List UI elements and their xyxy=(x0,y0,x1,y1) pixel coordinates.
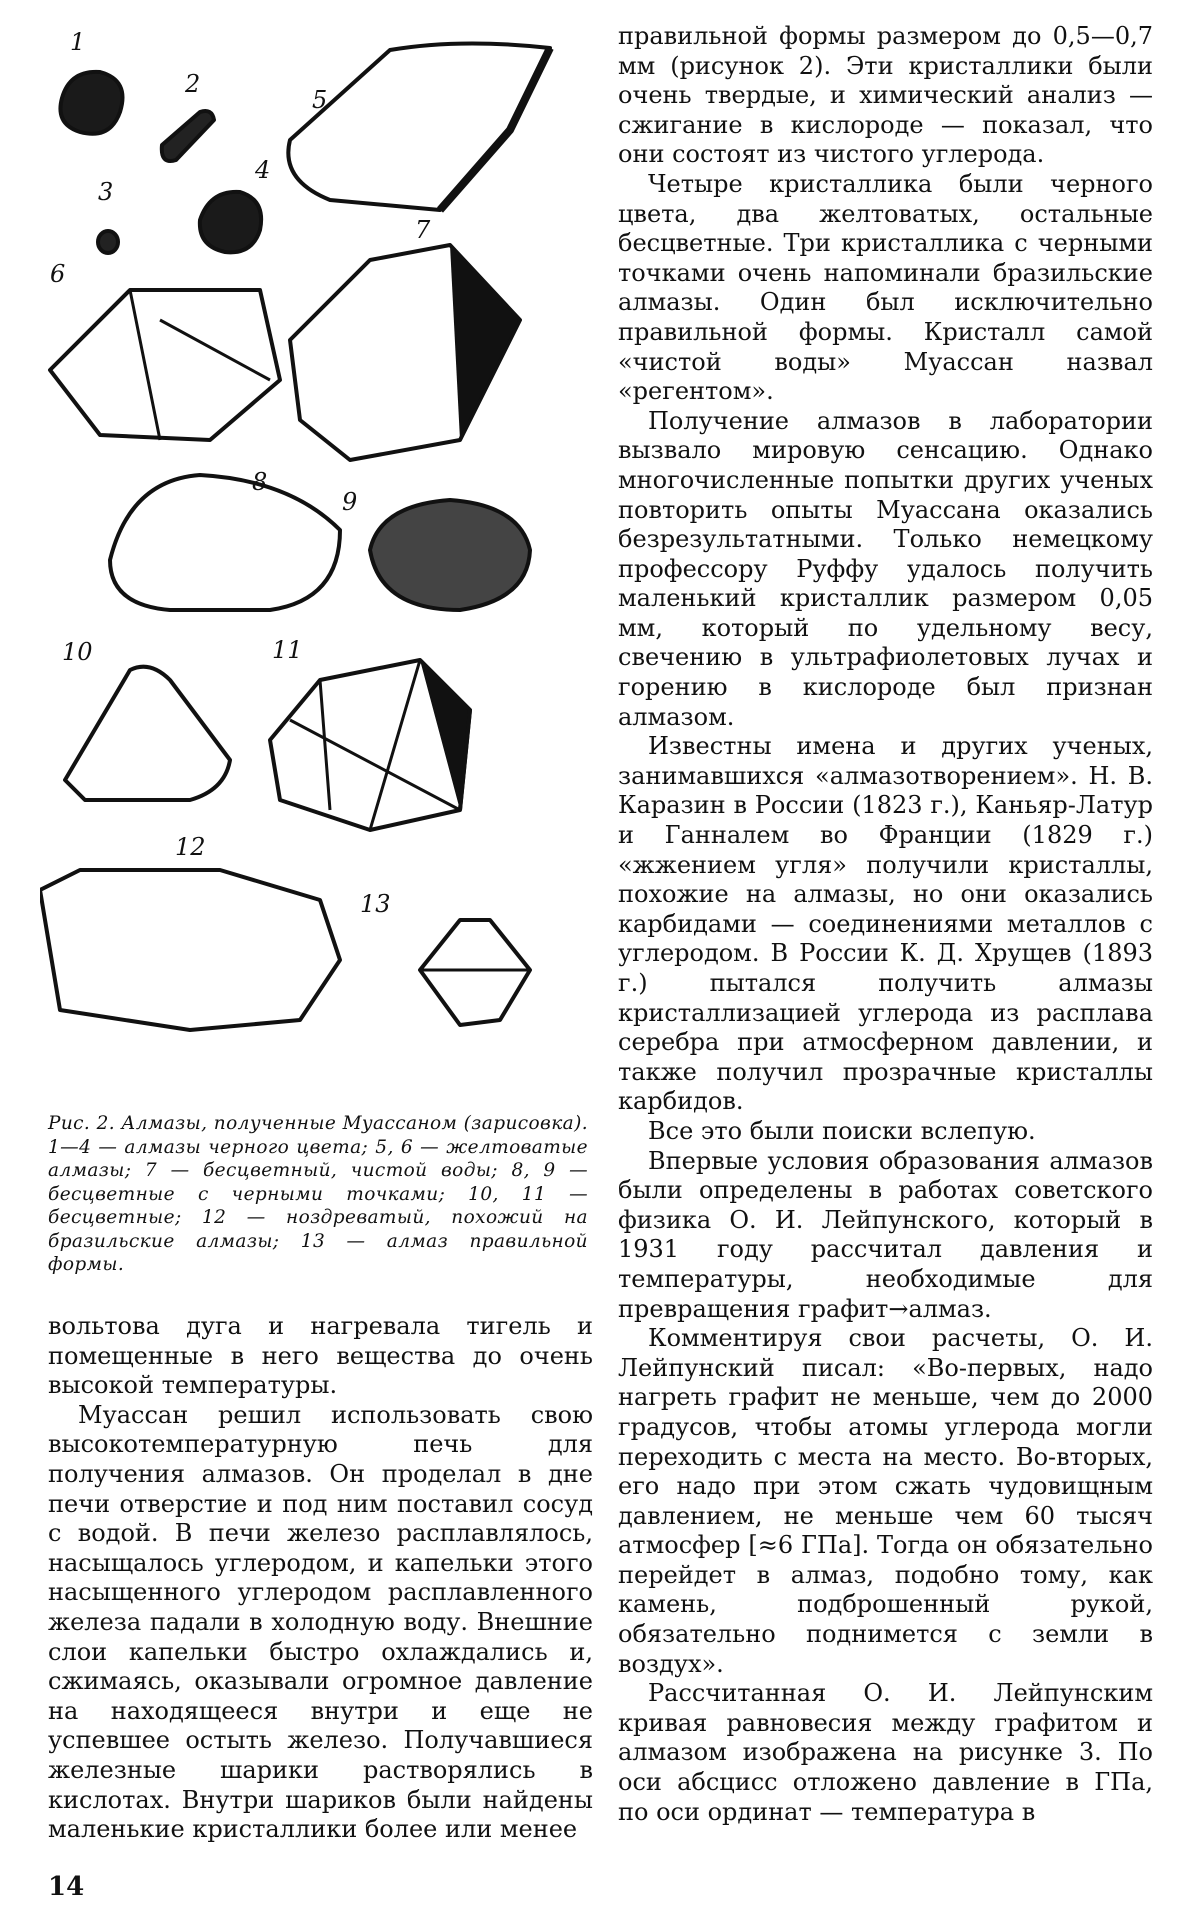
paragraph: Четыре кристаллика были черного цвета, два желтоватых, остальные бесцветные. Три кристаллика с черными точками очень напоминали бразильские алмазы. Один был исключительно правильной формы. Кристалл самой «чистой воды» Муассан назвал «регентом». xyxy=(618,169,1153,406)
paragraph: Комментируя свои расчеты, О. И. Лейпунский писал: «Во-первых, надо нагреть графит не меньше, чем до 2000 градусов, чтобы атомы углерода могли переходить с места на место. Во-вторых, его надо при этом сжать чудовищным давлением, не меньше чем 60 тысяч атмосфер [≈6 ГПа]. Тогда он обязательно перейдет в алмаз, подобно тому, как камень, подброшенный рукой, обязательно поднимется с земли в воздух». xyxy=(618,1324,1153,1678)
diamond-sketches-svg xyxy=(40,20,600,1100)
figure-label: 4 xyxy=(255,156,271,184)
figure-label: 9 xyxy=(342,488,358,516)
crystal-9 xyxy=(370,500,530,610)
figure-label: 2 xyxy=(185,70,201,98)
crystal-4 xyxy=(200,192,261,252)
paragraph: правильной формы размером до 0,5—0,7 мм (рисунок 2). Эти кристаллики были очень твердые, и химический анализ — сжигание в кислороде — показал, что они состоят из чистого углерода. xyxy=(618,22,1153,169)
paragraph: вольтова дуга и нагревала тигель и помещенные в него вещества до очень высокой температуры. xyxy=(48,1312,593,1400)
paragraph: Известны имена и других ученых, занимавшихся «алмазотворением». Н. В. Каразин в России (1823 г.), Каньяр-Латур и Ганналем во Франции (1829 г.) «жжением угля» получили кристаллы, похожие на алмазы, но они оказались карбидами — соединениями металлов с углеродом. В России К. Д. Хрущев (1893 г.) пытался получить алмазы кристаллизацией углерода из расплава серебра при атмосферном давлении, и также получил прозрачные кристаллы карбидов. xyxy=(618,732,1153,1116)
figure-label: 1 xyxy=(70,28,86,56)
right-column xyxy=(618,22,1153,1827)
figure-label: 3 xyxy=(98,178,114,206)
paragraph: Впервые условия образования алмазов были определены в работах советского физика О. И. Лейпунского, который в 1931 году рассчитал давления и температуры, необходимые для превращения графит→алмаз. xyxy=(618,1146,1153,1323)
crystal-8 xyxy=(110,475,340,610)
crystal-2 xyxy=(162,111,214,161)
paragraph: Все это были поиски вслепую. xyxy=(648,1116,1036,1145)
figure-caption: Рис. 2. Алмазы, полученные Муассаном (зарисовка). 1—4 — алмазы черного цвета; 5, 6 — желтоватые алмазы; 7 — бесцветный, чистой воды; 8, 9 — бесцветные с черными точками; 10, 11 — бесцветные; 12 — ноздреватый, похожий на бразильские алмазы; 13 — алмаз правильной формы. xyxy=(48,1113,588,1275)
crystal-10 xyxy=(65,667,230,800)
figure-label: 8 xyxy=(252,468,268,496)
figure-label: 5 xyxy=(312,86,328,114)
paragraph: Получение алмазов в лаборатории вызвало мировую сенсацию. Однако многочисленные попытки других ученых повторить опыты Муассана оказались безрезультатными. Только немецкому профессору Руффу удалось получить маленький кристаллик размером 0,05 мм, который по удельному весу, свечению в ультрафиолетовых лучах и горению в кислороде был признан алмазом. xyxy=(618,406,1153,731)
crystal-13 xyxy=(420,920,530,1025)
paragraph: Рассчитанная О. И. Лейпунским кривая равновесия между графитом и алмазом изображена на рисунке 3. По оси абсцисс отложено давление в ГПа, по оси ординат — температура в xyxy=(618,1679,1153,1826)
crystal-12 xyxy=(40,870,340,1030)
figure-label: 13 xyxy=(360,890,391,918)
crystal-1 xyxy=(60,72,122,134)
figure-label: 6 xyxy=(50,260,66,288)
page-number: 14 xyxy=(48,1872,85,1902)
figure-label: 10 xyxy=(62,638,93,666)
diamond-sketches-figure xyxy=(40,20,600,1100)
figure-label: 12 xyxy=(175,833,206,861)
figure-label: 11 xyxy=(272,636,303,664)
paragraph: Муассан решил использовать свою высокотемпературную печь для получения алмазов. Он проделал в дне печи отверстие и под ним поставил сосуд с водой. В печи железо расплавлялось, насыщалось углеродом, и капельки этого насыщенного углеродом расплавленного железа падали в холодную воду. Внешние слои капельки быстро охлаждались и, сжимаясь, оказывали огромное давление на находящееся внутри и еще не успевшее остыть железо. Получавшиеся железные шарики растворялись в кислотах. Внутри шариков были найдены маленькие кристаллики более или менее xyxy=(48,1400,593,1844)
left-column xyxy=(48,1312,593,1845)
figure-label: 7 xyxy=(415,216,431,244)
crystal-3 xyxy=(98,231,118,253)
